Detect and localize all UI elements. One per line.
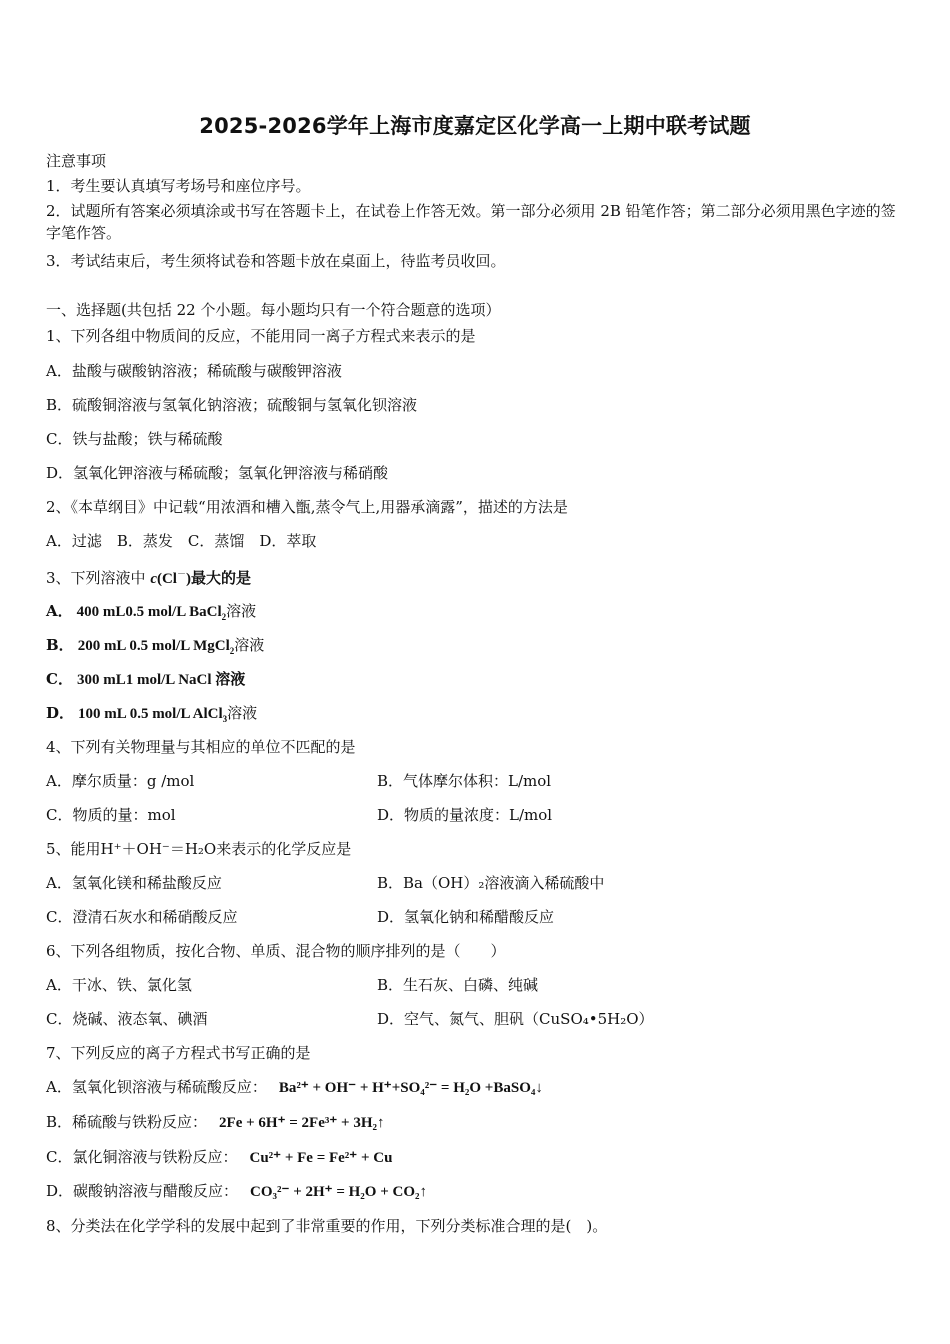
q7-option-a	[46, 1076, 543, 1099]
notice-item-3: 3．考试结束后，考生须将试卷和答题卡放在桌面上，待监考员收回。	[46, 252, 506, 270]
q5-stem: 5、能用H⁺＋OH⁻＝H₂O来表示的化学反应是	[46, 840, 352, 858]
page-title: 2025-2026学年上海市度嘉定区化学高一上期中联考试题	[199, 114, 751, 138]
q1-option-b: B．硫酸铜溶液与氢氧化钠溶液；硫酸铜与氢氧化钡溶液	[46, 396, 418, 414]
q7-b-label: B．稀硫酸与铁粉反应：	[46, 1113, 208, 1131]
q7-d-equation: CO₃²⁻ + 2H⁺ = H₂O + CO₂↑	[250, 1184, 427, 1200]
notice-item-1: 1．考生要认真填写考场号和座位序号。	[46, 177, 311, 195]
q4-stem: 4、下列有关物理量与其相应的单位不匹配的是	[46, 738, 356, 756]
q3-b-text: 200 mL 0.5 mol/L MgCl	[77, 638, 230, 654]
q5-option-c: C．澄清石灰水和稀硝酸反应	[46, 908, 238, 926]
q4-option-c: C．物质的量：mol	[46, 806, 176, 824]
q3-b-sub: 2	[229, 646, 235, 656]
q6-option-d: D．空气、氮气、胆矾（CuSO₄•5H₂O）	[377, 1010, 654, 1028]
q7-a-equation: Ba²⁺ + OH⁻ + H⁺+SO₄²⁻ = H₂O +BaSO₄↓	[278, 1080, 543, 1096]
q3-d-label: D．	[46, 704, 75, 722]
q3-c-text: 300 mL1 mol/L NaCl 溶液	[76, 672, 246, 688]
q1-option-c: C．铁与盐酸；铁与稀硫酸	[46, 430, 223, 448]
q2-stem: 2、《本草纲目》中记载“用浓酒和槽入甑,蒸令气上,用器承滴露”，描述的方法是	[46, 498, 568, 516]
q4-option-d: D．物质的量浓度：L/mol	[377, 806, 553, 824]
q3-b-label: B．	[46, 636, 74, 654]
q3-option-d	[46, 702, 257, 730]
q7-option-d	[46, 1180, 427, 1203]
q3-option-a	[46, 600, 256, 628]
q1-option-a: A．盐酸与碳酸钠溶液；稀硫酸与碳酸钾溶液	[46, 362, 342, 380]
q6-option-b: B．生石灰、白磷、纯碱	[377, 976, 539, 994]
q2-options: A．过滤 B．蒸发 C．蒸馏 D．萃取	[46, 532, 317, 550]
q7-option-c	[46, 1146, 392, 1169]
q5-option-a: A．氢氧化镁和稀盐酸反应	[46, 874, 222, 892]
q3-d-post: 溶液	[227, 704, 258, 722]
q1-stem: 1、下列各组中物质间的反应，不能用同一离子方程式来表示的是	[46, 327, 476, 345]
q7-c-label: C．氯化铜溶液与铁粉反应：	[46, 1148, 238, 1166]
q3-d-sub: 3	[222, 714, 228, 724]
q3-stem-c: c	[150, 571, 157, 587]
q7-option-b	[46, 1111, 384, 1134]
q3-a-sub: 2	[221, 612, 227, 622]
q4-option-b: B．气体摩尔体积：L/mol	[377, 772, 552, 790]
q3-stem-mid: (Cl	[156, 571, 177, 587]
q3-stem-sup: －	[176, 570, 186, 580]
q7-b-equation: 2Fe + 6H⁺ = 2Fe³⁺ + 3H₂↑	[219, 1115, 385, 1131]
q7-c-equation: Cu²⁺ + Fe = Fe²⁺ + Cu	[249, 1150, 393, 1166]
q3-option-c	[46, 668, 245, 691]
q4-option-a: A．摩尔质量：g /mol	[46, 772, 195, 790]
q3-b-post: 溶液	[234, 636, 265, 654]
q6-stem: 6、下列各组物质，按化合物、单质、混合物的顺序排列的是（ ）	[46, 942, 506, 960]
q1-option-d: D．氢氧化钾溶液与稀硫酸；氢氧化钾溶液与稀硝酸	[46, 464, 389, 482]
q3-a-post: 溶液	[226, 602, 257, 620]
section-heading: 一、选择题(共包括 22 个小题。每小题均只有一个符合题意的选项）	[46, 301, 501, 319]
q3-a-label: A．	[46, 602, 73, 620]
q3-option-b	[46, 634, 264, 662]
notice-item-2: 2．试题所有答案必须填涂或书写在答题卡上，在试卷上作答无效。第一部分必须用 2B 铅笔作答；第二部分必须用黑色字迹的签字笔作答。	[46, 202, 896, 242]
q6-option-c: C．烧碱、液态氧、碘酒	[46, 1010, 208, 1028]
q3-d-text: 100 mL 0.5 mol/L AlCl	[78, 706, 223, 722]
q8-stem: 8、分类法在化学学科的发展中起到了非常重要的作用，下列分类标准合理的是( )。	[46, 1217, 608, 1235]
q7-a-label: A．氢氧化钡溶液与稀硫酸反应：	[46, 1078, 267, 1096]
q3-stem-post: )最大的是	[186, 571, 251, 587]
q7-stem: 7、下列反应的离子方程式书写正确的是	[46, 1044, 311, 1062]
q3-stem	[46, 564, 251, 590]
q3-a-text: 400 mL0.5 mol/L BaCl	[76, 604, 222, 620]
q7-d-label: D．碳酸钠溶液与醋酸反应：	[46, 1182, 239, 1200]
notice-heading: 注意事项	[46, 152, 107, 170]
q5-option-b: B．Ba（OH）₂溶液滴入稀硫酸中	[377, 874, 605, 892]
q3-stem-pre: 3、下列溶液中	[46, 569, 151, 587]
q3-c-label: C．	[46, 670, 73, 688]
q5-option-d: D．氢氧化钠和稀醋酸反应	[377, 908, 555, 926]
q6-option-a: A．干冰、铁、氯化氢	[46, 976, 192, 994]
